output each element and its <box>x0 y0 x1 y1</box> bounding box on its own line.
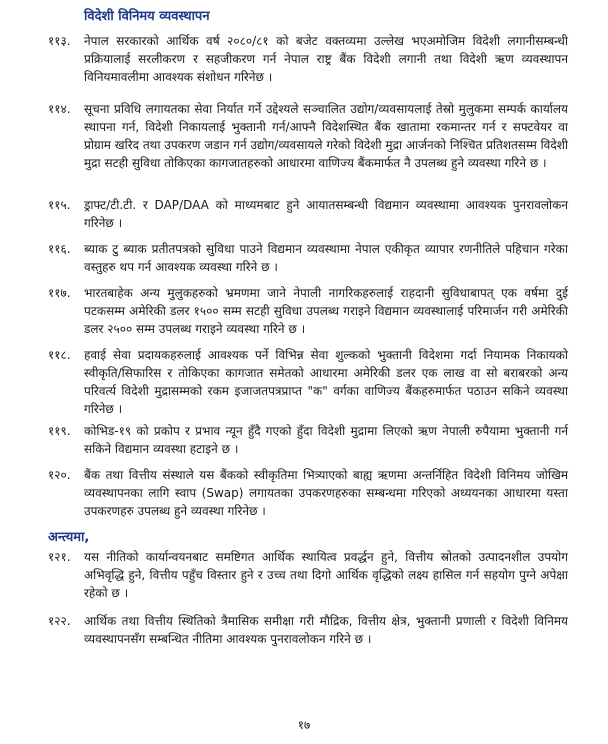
paragraph-text: यस नीतिको कार्यान्वयनबाट समष्टिगत आर्थिक स्थायित्व प्रवर्द्धन हुने, वित्तीय स्रोतको उत्पादनशील उपयोग अभिवृद्धि हुने, वित्तीय पहुँच विस्तार हुने र उच्च तथा दिगो आर्थिक वृद्धिको लक्ष्य हासिल गर्न सहयोग पुग्ने अपेक्षा रहेको छ । <box>84 550 568 600</box>
paragraph-text: ड्राफ्ट/टी.टी. र DAP/DAA को माध्यमबाट हुने आयातसम्बन्धी विद्यमान व्यवस्थामा आवश्यक पुनरावलोकन गरिनेछ । <box>84 198 568 230</box>
paragraph-text: आर्थिक तथा वित्तीय स्थितिको त्रैमासिक समीक्षा गरी मौद्रिक, वित्तीय क्षेत्र, भुक्तानी प्रणाली र विदेशी विनिमय व्यवस्थापनसँग सम्बन्धित नीतिमा आवश्यक पुनरावलोकन गरिने छ । <box>84 614 568 646</box>
paragraph-number: १२२. <box>48 614 71 628</box>
paragraph-text: हवाई सेवा प्रदायकहरुलाई आवश्यक पर्ने विभिन्न सेवा शुल्कको भुक्तानी विदेशमा गर्दा नियामक निकायको स्वीकृति/सिफारिस र तोकिएका कागजात समेतको आधारमा अमेरिकी डलर एक लाख वा सो बराबरको अन्य परिवर्त्य विदेशी मुद्रासम्मको रकम इजाजतपत्रप्राप्त "क" वर्गका वाणिज्य बैंकहरुमार्फत पठाउन सकिने व्यवस्था गरिनेछ । <box>84 348 568 416</box>
paragraph-number: १२०. <box>48 468 71 482</box>
paragraph-number: ११५. <box>48 198 71 212</box>
paragraph-number: ११८. <box>48 348 71 362</box>
paragraph-text: भारतबाहेक अन्य मुलुकहरुको भ्रमणमा जाने नेपाली नागरिकहरुलाई राहदानी सुविधाबापत् एक वर्षमा दुई पटकसम्म अमेरिकी डलर १५०० सम्म सटही सुविधा उपलब्ध गराइने विद्यमान व्यवस्थालाई परिमार्जन गरी अमेरिकी डलर २५०० सम्म उपलब्ध गराइने व्यवस्था गरिने छ । <box>84 286 568 336</box>
paragraph-113 <box>48 32 568 86</box>
paragraph-text: बैंक तथा वित्तीय संस्थाले यस बैंकको स्वीकृतिमा भित्र्याएको बाह्य ऋणमा अन्तर्निहित विदेशी विनिमय जोखिम व्यवस्थापनका लागि स्वाप (Swap) लगायतका उपकरणहरुका सम्बन्धमा गरिएको अध्ययनका आधारमा यस्ता उपकरणहरु उपलब्ध हुने व्यवस्था गरिनेछ । <box>84 468 568 518</box>
paragraph-number: ११९. <box>48 424 71 438</box>
paragraph-117 <box>48 284 568 338</box>
section-heading: विदेशी विनिमय व्यवस्थापन <box>84 9 210 24</box>
paragraph-text: कोभिड-१९ को प्रकोप र प्रभाव न्यून हुँदै गएको हुँदा विदेशी मुद्रामा लिएको ऋण नेपाली रुपैयामा भुक्तानी गर्न सकिने विद्यमान व्यवस्था हटाइने छ । <box>84 424 568 456</box>
paragraph-114 <box>48 100 568 172</box>
paragraph-122 <box>48 612 568 648</box>
paragraph-119 <box>48 422 568 458</box>
paragraph-118 <box>48 346 568 418</box>
paragraph-text: नेपाल सरकारको आर्थिक वर्ष २०८०/८१ को बजेट वक्तव्यमा उल्लेख भएअमोजिम विदेशी लगानीसम्बन्धी प्रक्रियालाई सरलीकरण र सहजीकरण गर्न नेपाल राष्ट्र बैंक विदेशी लगानी तथा विदेशी ऋण व्यवस्थापन विनियमावलीमा आवश्यक संशोधन गरिनेछ । <box>84 34 568 84</box>
paragraph-number: ११७. <box>48 286 71 300</box>
paragraph-number: ११३. <box>48 34 71 48</box>
paragraph-text: ब्याक टु ब्याक प्रतीतपत्रको सुविधा पाउने विद्यमान व्यवस्थामा नेपाल एकीकृत व्यापार रणनीतिले पहिचान गरेका वस्तुहरु थप गर्न आवश्यक व्यवस्था गरिने छ । <box>84 242 568 274</box>
paragraph-120 <box>48 466 568 520</box>
paragraph-number: ११६. <box>48 242 71 256</box>
paragraph-116 <box>48 240 568 276</box>
paragraph-121 <box>48 548 568 602</box>
paragraph-number: ११४. <box>48 102 71 116</box>
paragraph-115 <box>48 196 568 232</box>
paragraph-number: १२१. <box>48 550 71 564</box>
closing-heading: अन्त्यमा, <box>48 530 90 545</box>
paragraph-text: सूचना प्रविधि लगायतका सेवा निर्यात गर्ने उद्देश्यले सञ्चालित उद्योग/व्यवसायलाई तेस्रो मुलुकमा सम्पर्क कार्यालय स्थापना गर्न, विदेशी निकायलाई भुक्तानी गर्न/आफ्नै विदेशस्थित बैंक खातामा रकमान्तर गर्न र सफ्टवेयर वा प्रोग्राम खरिद तथा उपकरण जडान गर्न उद्योग/व्यवसायले गरेको विदेशी मुद्रा आर्जनको निश्चित प्रतिशतसम्म विदेशी मुद्रा सटही सुविधा तोकिएका कागजातहरुको आधारमा वाणिज्य बैंकमार्फत नै उपलब्ध हुने व्यवस्था गरिने छ । <box>84 102 568 170</box>
page-number: १७ <box>297 718 311 732</box>
